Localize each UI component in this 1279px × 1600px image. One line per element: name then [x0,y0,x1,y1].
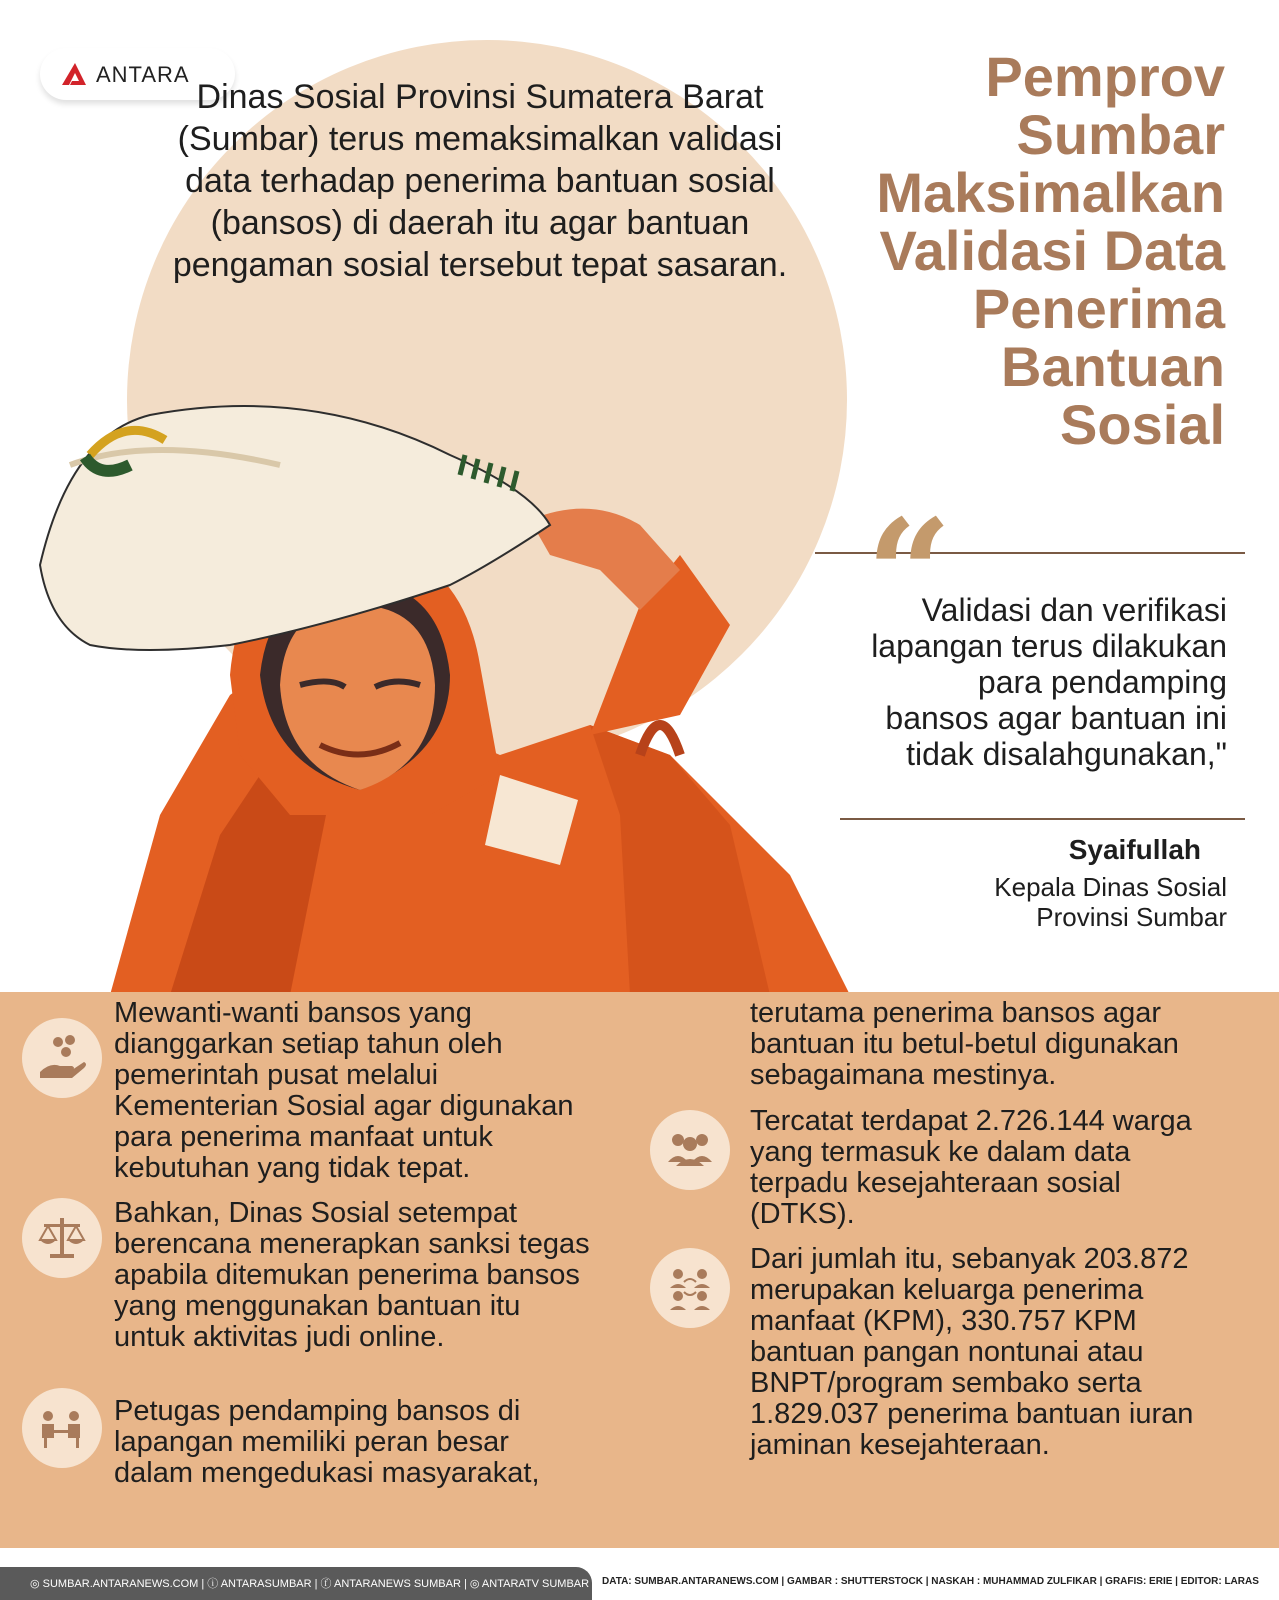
headline-line: Sosial [1060,393,1225,456]
info-panel [0,992,1279,1548]
headline-line: Bantuan [1001,335,1225,398]
hand-coins-icon [22,1018,102,1098]
headline-line: Sumbar [1016,103,1225,166]
headline-line: Validasi Data [879,219,1225,282]
speaker-role-line: Kepala Dinas Sosial [994,872,1227,902]
footer-credits: DATA: SUMBAR.ANTARANEWS.COM | GAMBAR : SHUTTERSTOCK | NASKAH : MUHAMMAD ZULFIKAR | GRAFIS: ERIE | EDITOR: LARAS [602,1576,1259,1587]
antara-logo-icon [60,61,90,87]
speaker-role [927,872,1227,932]
point-text: Bahkan, Dinas Sosial setempat berencana menerapkan sanksi tegas apabila ditemukan penerima bansos yang menggunakan bantuan itu untuk aktivitas judi online. [114,1197,590,1353]
woman-carrying-sack-illustration [30,395,870,995]
point-text: Dari jumlah itu, sebanyak 203.872 merupakan keluarga penerima manfaat (KPM), 330.757 KPM bantuan pangan nontunai atau BNPT/program sembako serta 1.829.037 penerima bantuan iuran jaminan kesejahteraan. [750,1243,1194,1461]
quote-text: Validasi dan verifikasi lapangan terus dilakukan para pendamping bansos agar bantuan ini tidak disalahgunakan," [871,592,1227,772]
quote-mark-icon: “ [866,487,953,663]
headline-line: Maksimalkan [876,161,1225,224]
point-text: Petugas pendamping bansos di lapangan memiliki peran besar dalam mengedukasi masyarakat, [114,1395,540,1489]
speaker-role-line: Provinsi Sumbar [1036,902,1227,932]
logo-wordmark: ANTARA [96,62,190,87]
people-exchange-icon [650,1248,730,1328]
speaker-name: Syaifullah [1068,834,1201,865]
headline-line: Penerima [972,277,1225,340]
intro-text: Dinas Sosial Provinsi Sumatera Barat (Sumbar) terus memaksimalkan validasi data terhadap penerima bantuan sosial (bansos) di daerah itu agar bantuan pengaman sosial tersebut tepat sasaran. [172,78,788,284]
people-group-icon [650,1110,730,1190]
scale-icon [22,1198,102,1278]
point-text: Tercatat terdapat 2.726.144 warga yang termasuk ke dalam data terpadu kesejahteraan sosial (DTKS). [750,1105,1192,1230]
quote-divider-bottom [840,818,1245,820]
meeting-icon [22,1388,102,1468]
point-text: terutama penerima bansos agar bantuan itu betul-betul digunakan sebagaimana mestinya. [750,997,1179,1091]
footer-social-links[interactable]: ◎ SUMBAR.ANTARANEWS.COM | ⓘ ANTARASUMBAR | ⓕ ANTARANEWS SUMBAR | ◎ ANTARATV SUMBAR | ♪ Anterasumbar [30,1578,676,1590]
headline [795,45,1225,456]
point-text: Mewanti-wanti bansos yang dianggarkan setiap tahun oleh pemerintah pusat melalui Kementerian Sosial agar digunakan para penerima manfaat untuk kebutuhan yang tidak tepat. [114,997,574,1184]
headline-line: Pemprov [985,45,1225,108]
